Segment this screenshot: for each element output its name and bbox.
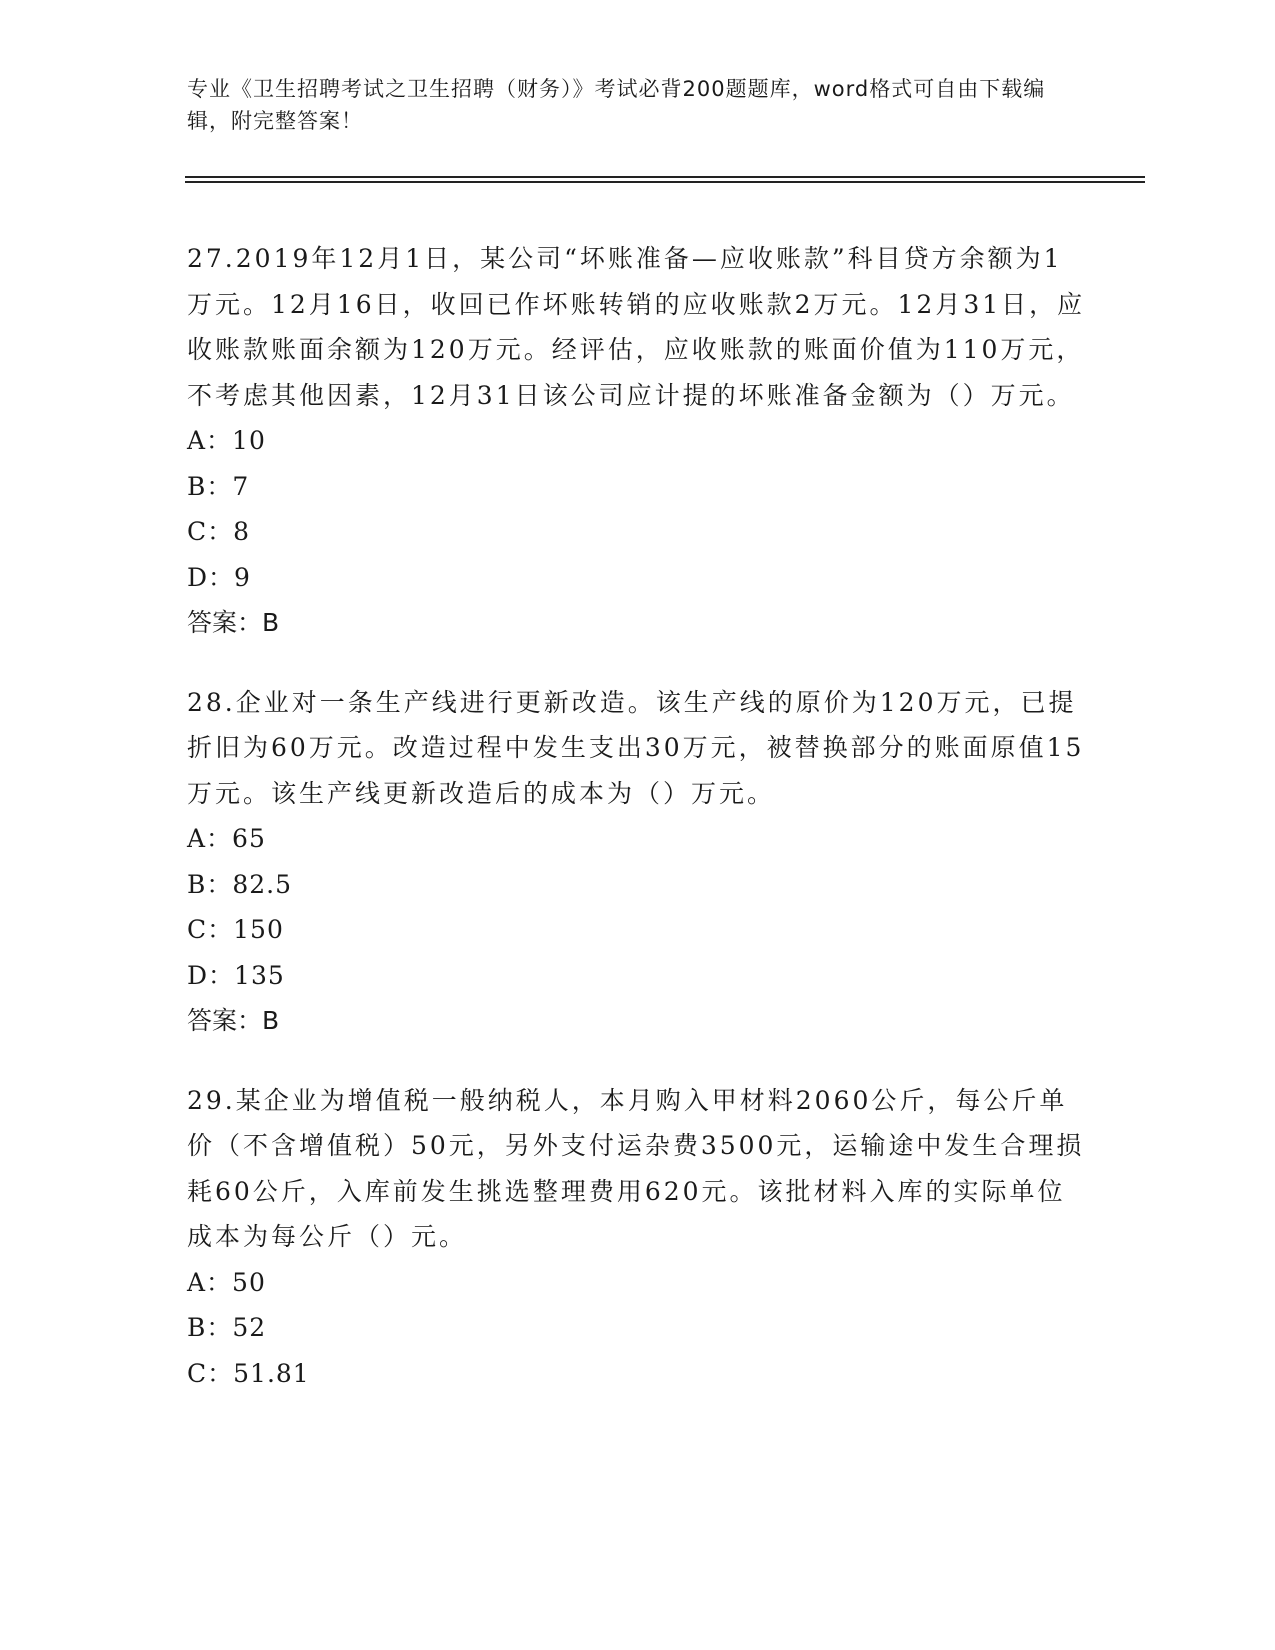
option-a: A：50 (187, 1267, 266, 1297)
question-stem: 29.某企业为增值税一般纳税人，本月购入甲材料2060公斤，每公斤单价（不含增值税）50元，另外支付运杂费3500元，运输途中发生合理损耗60公斤，入库前发生挑选整理费用620元。该批材料入库的实际单位成本为每公斤（）元。 (187, 1085, 1085, 1251)
option-d: D：135 (187, 960, 285, 990)
option-c: C：150 (187, 915, 284, 944)
header-divider-top (185, 176, 1145, 178)
question-stem: 27.2019年12月1日，某公司“坏账准备—应收账款”科目贷方余额为1万元。12月16日，收回已作坏账转销的应收账款2万元。12月31日，应收账款账面余额为120万元。经评估，应收账款的账面价值为110万元，不考虑其他因素，12月31日该公司应计提的坏账准备金额为（）万元。 (187, 244, 1086, 410)
option-b: B：52 (187, 1313, 267, 1342)
header-divider-bottom (185, 181, 1145, 183)
document-header: 专业《卫生招聘考试之卫生招聘（财务）》考试必背200题题库，word格式可自由下载编辑，附完整答案！ (187, 77, 1046, 133)
question-27 (187, 236, 1087, 646)
option-c: C：51.81 (187, 1358, 310, 1388)
question-list (187, 236, 1087, 1430)
option-d: D：9 (187, 562, 251, 592)
option-b: B：7 (187, 471, 250, 501)
answer: 答案：B (187, 1006, 280, 1035)
question-29 (187, 1078, 1087, 1397)
question-stem: 28.企业对一条生产线进行更新改造。该生产线的原价为120万元，已提折旧为60万元。改造过程中发生支出30万元，被替换部分的账面原值15万元。该生产线更新改造后的成本为（）万元。 (187, 687, 1085, 808)
question-28 (187, 680, 1087, 1044)
option-b: B：82.5 (187, 869, 293, 899)
option-c: C：8 (187, 517, 251, 546)
option-a: A：10 (187, 426, 266, 455)
answer: 答案：B (187, 608, 280, 637)
option-a: A：65 (187, 824, 266, 853)
